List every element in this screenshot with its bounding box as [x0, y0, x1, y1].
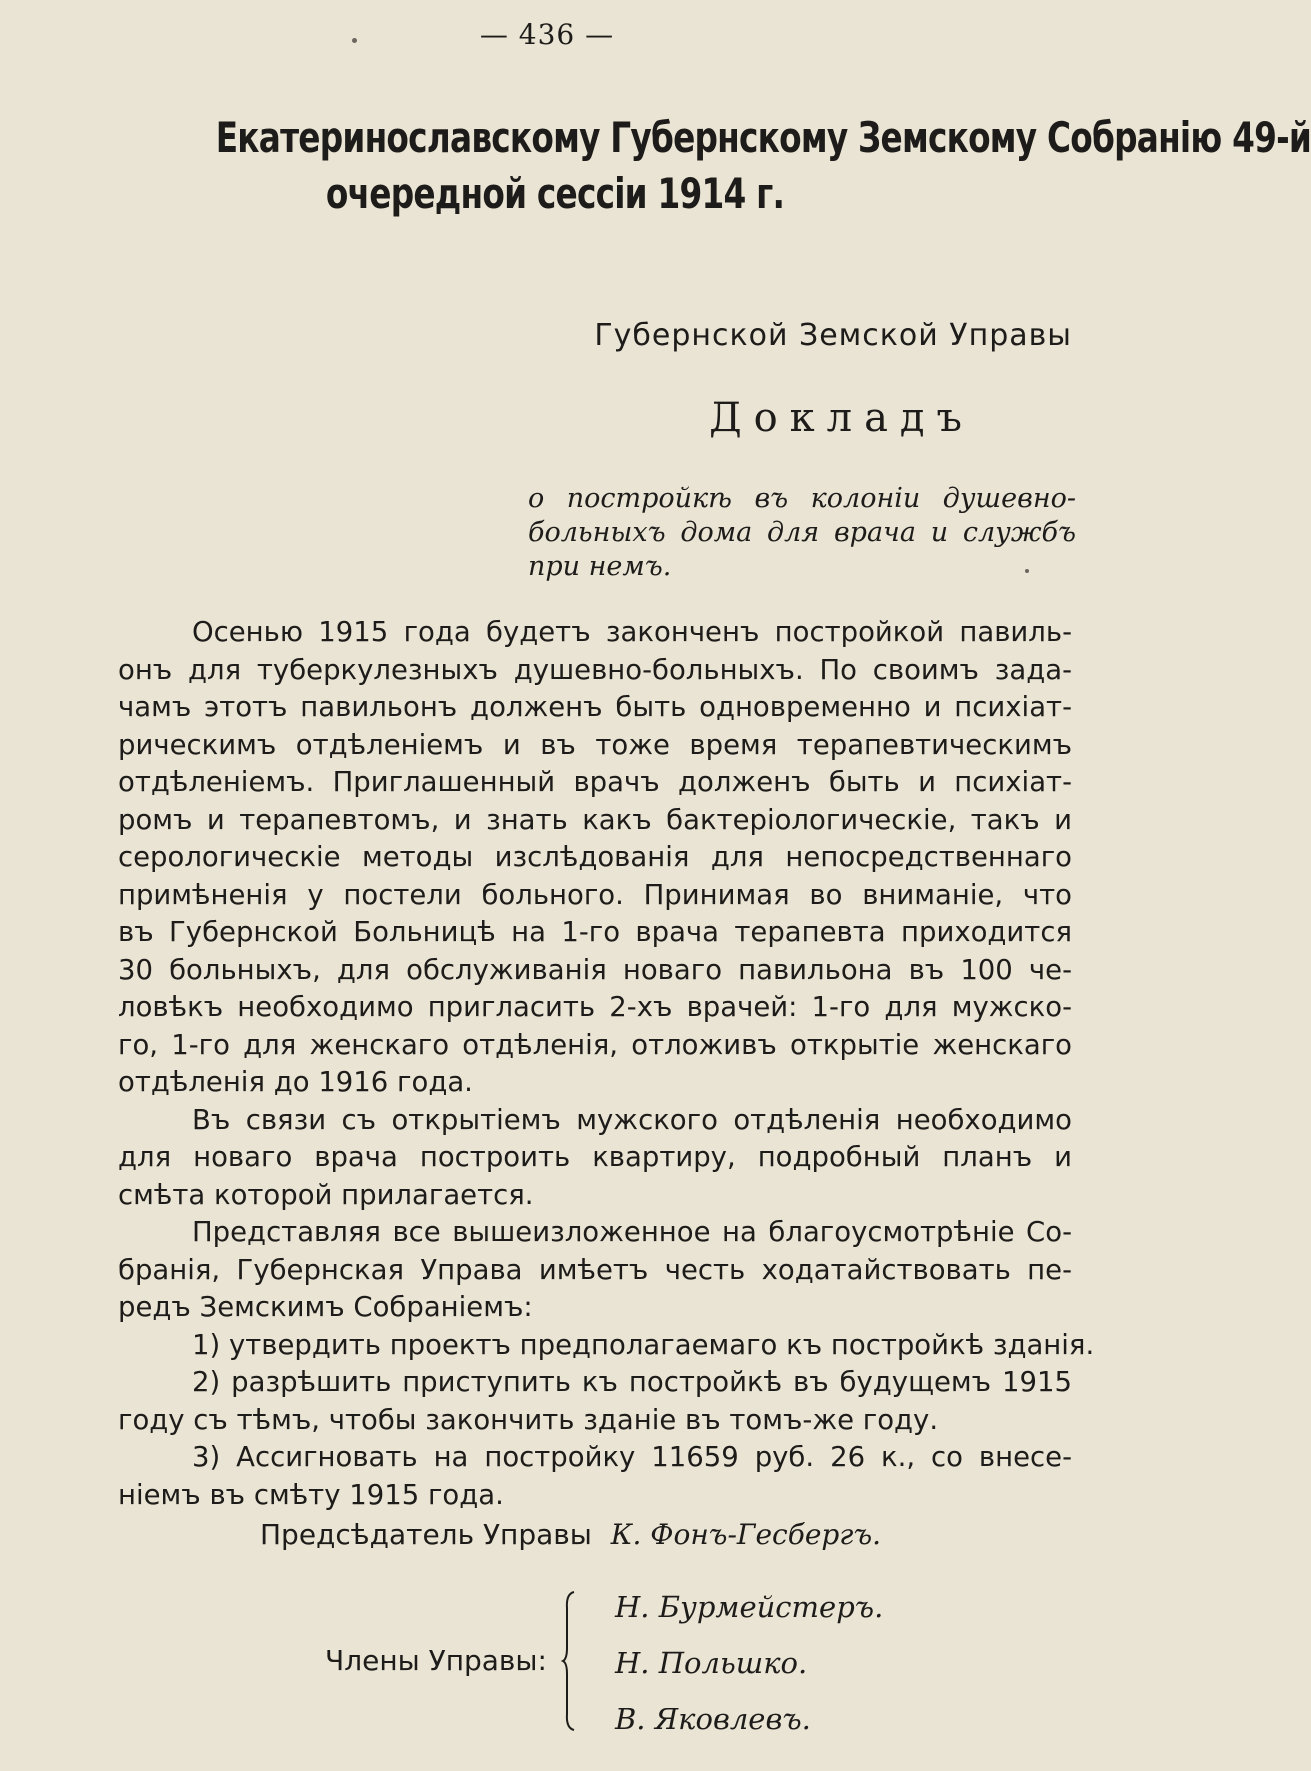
member-name: В. Яковлевъ.: [615, 1702, 811, 1736]
body-line: Представляя все вышеизложенное на благоусмотрѣніе Со-: [192, 1216, 1072, 1248]
report-body: [118, 614, 1095, 1514]
chairman-name: К. Фонъ-Гесбергъ.: [610, 1518, 882, 1551]
body-line: рическимъ отдѣленіемъ и въ тоже время терапевтическимъ: [118, 728, 1072, 761]
body-line: смѣта которой прилагается.: [118, 1178, 534, 1211]
body-line: ромъ и терапевтомъ, и знать какъ бактеріологическіе, такъ и: [118, 803, 1072, 836]
brace-icon: [562, 1590, 576, 1732]
body-line: онъ для туберкулезныхъ душевно-больныхъ. По своимъ зада-: [118, 653, 1072, 686]
body-line: для новаго врача построить квартиру, подробный планъ и: [118, 1141, 1072, 1173]
body-line: отдѣленія до 1916 года.: [118, 1066, 473, 1098]
subject-line: о постройкѣ въ колоніи душевно-: [528, 483, 1076, 514]
ink-speck: [1025, 569, 1029, 573]
body-line: го, 1-го для женскаго отдѣленія, отложивъ открытіе женскаго: [118, 1028, 1072, 1061]
body-line: Осенью 1915 года будетъ законченъ постройкой павиль-: [192, 616, 1072, 648]
subject-line: при немъ.: [528, 551, 672, 582]
body-line: Въ связи съ открытіемъ мужского отдѣленія необходимо: [192, 1103, 1072, 1136]
chairman-label: Предсѣдатель Управы: [260, 1518, 592, 1551]
body-line: ніемъ въ смѣту 1915 года.: [118, 1478, 504, 1511]
authority-line: Губернской Земской Управы: [594, 318, 1072, 353]
body-line: году съ тѣмъ, чтобы закончить зданіе въ томъ-же году.: [118, 1403, 939, 1436]
list-item: 3) Ассигновать на постройку 11659 руб. 26 к., со внесе-: [192, 1441, 1072, 1473]
body-line: ловѣкъ необходимо пригласить 2-хъ врачей: 1-го для мужско-: [118, 991, 1072, 1023]
list-item: 1) утвердить проектъ предполагаемаго къ постройкѣ зданія.: [192, 1328, 1095, 1361]
list-item: 2) разрѣшить приступить къ постройкѣ въ будущемъ 1915: [192, 1366, 1072, 1398]
heading-line-2: очередной сессіи 1914 г.: [325, 169, 785, 218]
body-line: бранія, Губернская Управа имѣетъ честь ходатайствовать пе-: [118, 1253, 1072, 1286]
addressee-heading: [215, 110, 1311, 222]
body-line: въ Губернской Больницѣ на 1-го врача терапевта приходится: [118, 916, 1072, 948]
body-line: редъ Земскимъ Собраніемъ:: [118, 1291, 533, 1323]
subject-line: больныхъ дома для врача и службъ: [528, 517, 1076, 548]
chairman-signature: [260, 1518, 881, 1551]
body-line: серологическіе методы изслѣдованія для непосредственнаго: [118, 841, 1072, 873]
body-line: отдѣленіемъ. Приглашенный врачъ долженъ быть и психіат-: [118, 766, 1072, 798]
member-name: Н. Польшко.: [615, 1646, 808, 1680]
report-subject: [528, 482, 1076, 584]
page-number: — 436 —: [479, 18, 615, 51]
document-title: Докладъ: [709, 395, 974, 441]
body-line: чамъ этотъ павильонъ долженъ быть одновременно и психіат-: [118, 691, 1072, 723]
heading-line-1: Екатеринославскому Губернскому Земскому Собранію 49-й: [215, 113, 1311, 162]
member-name: Н. Бурмейстеръ.: [615, 1590, 884, 1624]
body-line: примѣненія у постели больного. Принимая во вниманіе, что: [118, 878, 1072, 911]
ink-speck: [352, 38, 357, 43]
members-label: Члены Управы:: [325, 1644, 547, 1677]
body-line: 30 больныхъ, для обслуживанія новаго павильона въ 100 че-: [118, 953, 1072, 986]
